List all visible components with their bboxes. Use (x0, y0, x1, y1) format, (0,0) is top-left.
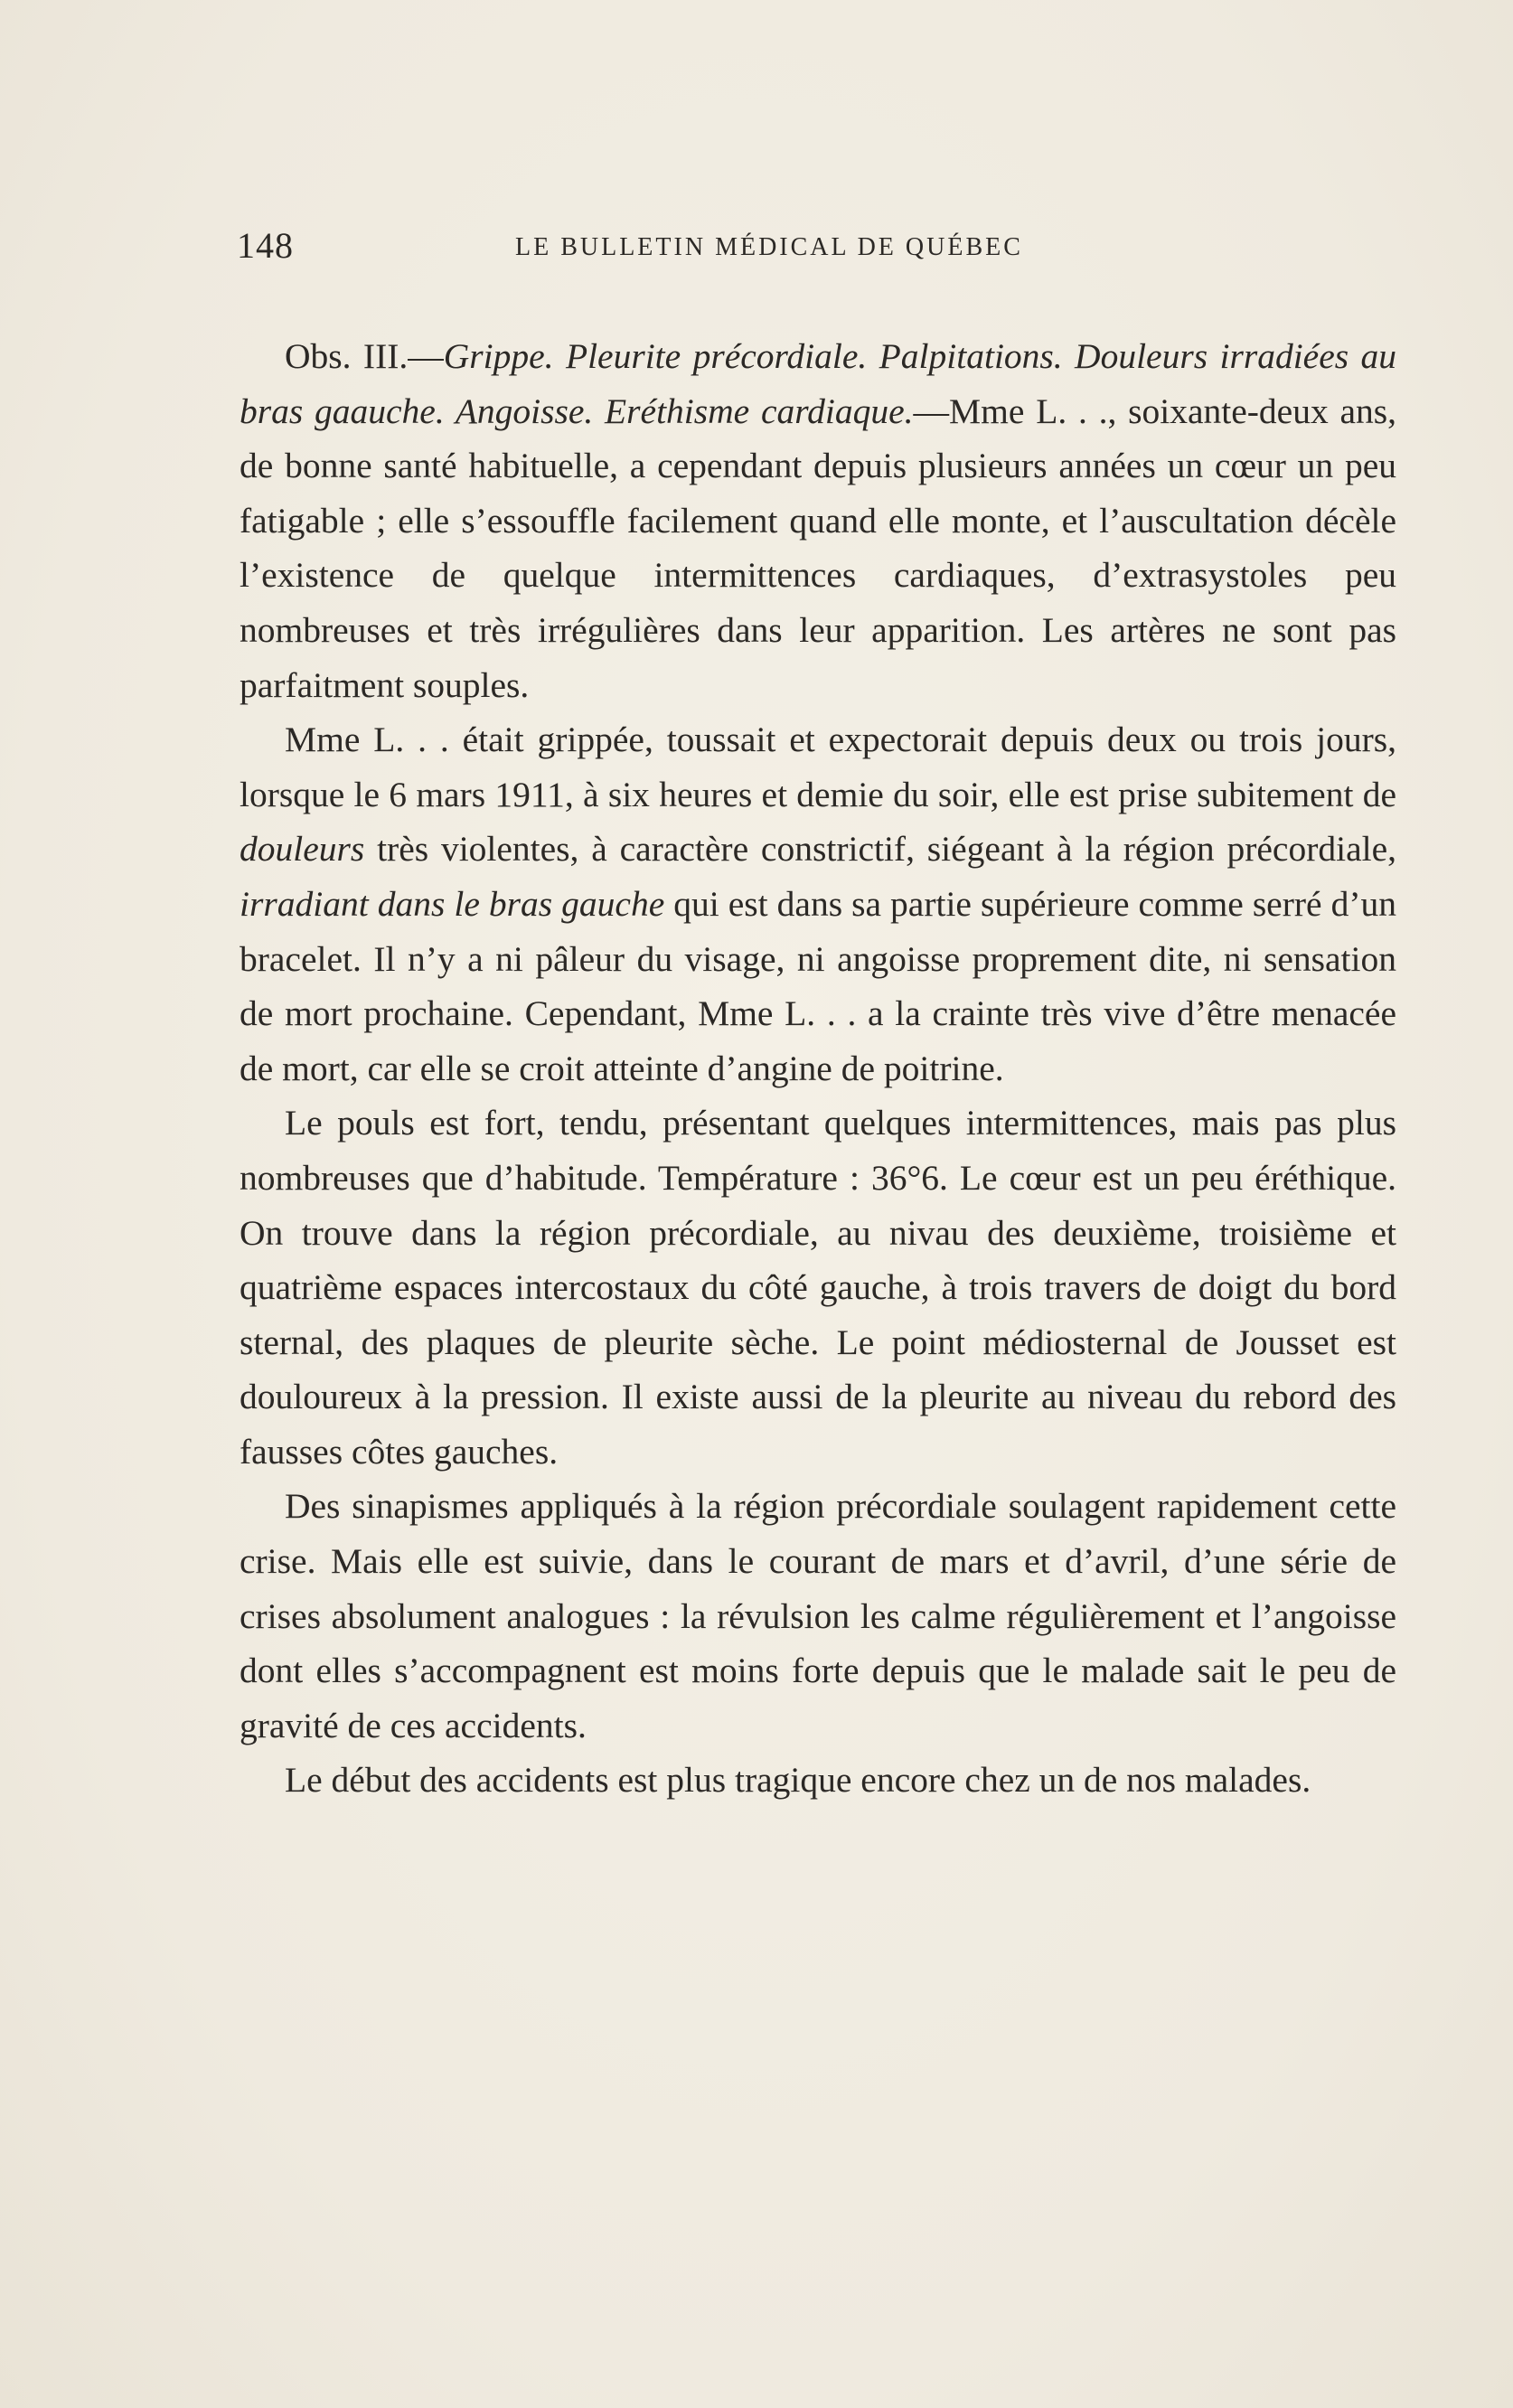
text-run: qui est dans sa partie supérieure comme serré d’un bracelet. Il n’y a ni pâleur du visage, ni angoisse proprement dite, ni sensation de mort prochaine. Cependant, Mme L. . . a la crainte très vive d’être menacée de mort, car elle se croit atteinte d’angine de poitrine. (240, 883, 1396, 1088)
paragraph-conclusion (240, 1753, 1396, 1808)
body-text (240, 329, 1396, 1808)
text-run-italic: douleurs (240, 829, 365, 870)
text-run: très violentes, à caractère constrictif, siégeant à la région précordiale, (364, 829, 1396, 870)
paragraph-examination (240, 1096, 1396, 1479)
text-run: —Mme L. . ., soixante-deux ans, de bonne santé habituelle, a cependant depuis plusieurs années un cœur un peu fatigable ; elle s’essouffle facilement quand elle monte, et l’auscultation décèle l’existence de quelque intermittences cardiaques, d’extrasystoles peu nombreuses et très irrégulières dans leur apparition. Les artères ne sont pas parfaitment souples. (240, 390, 1397, 705)
paragraph-treatment (240, 1479, 1396, 1753)
paragraph-obs-iii (240, 329, 1396, 712)
text-run: Obs. III.— (285, 336, 444, 376)
running-head (237, 224, 1276, 278)
text-run: Le début des accidents est plus tragique encore chez un de nos malades. (285, 1760, 1311, 1801)
page-number: 148 (237, 225, 294, 266)
text-run: Des sinapismes appliqués à la région précordiale soulagent rapidement cette crise. Mais elle est suivie, dans le courant de mars et d’avril, d’une série de crises absolument analogues : la révulsion les calme régulièrement et l’angoisse dont elles s’accompagnent est moins forte depuis que le malade sait le peu de gravité de ces accidents. (240, 1486, 1396, 1745)
journal-title: LE BULLETIN MÉDICAL DE QUÉBEC (515, 233, 1023, 261)
text-run-italic: Grippe. Pleurite précordiale. Palpitations. Douleurs irradiées au bras gaauche. Angoisse. Eréthisme cardiaque. (240, 336, 1397, 431)
text-run: Le pouls est fort, tendu, présentant quelques intermittences, mais pas plus nombreuses que d’habitude. Température : 36°6. Le cœur est un peu éréthique. On trouve dans la région précordiale, au nivau des deuxième, troisième et quatrième espaces intercostaux du côté gauche, à trois travers de doigt du bord sternal, des plaques de pleurite sèche. Le point médiosternal de Jousset est douloureux à la pression. Il existe aussi de la pleurite au niveau du rebord des fausses côtes gauches. (240, 1103, 1396, 1472)
text-run: Mme L. . . était grippée, toussait et expectorait depuis deux ou trois jours, lorsque le 6 mars 1911, à six heures et demie du soir, elle est prise subitement de (240, 720, 1396, 814)
text-run-italic: irradiant dans le bras gauche (240, 883, 665, 924)
paragraph-onset (240, 712, 1396, 1096)
